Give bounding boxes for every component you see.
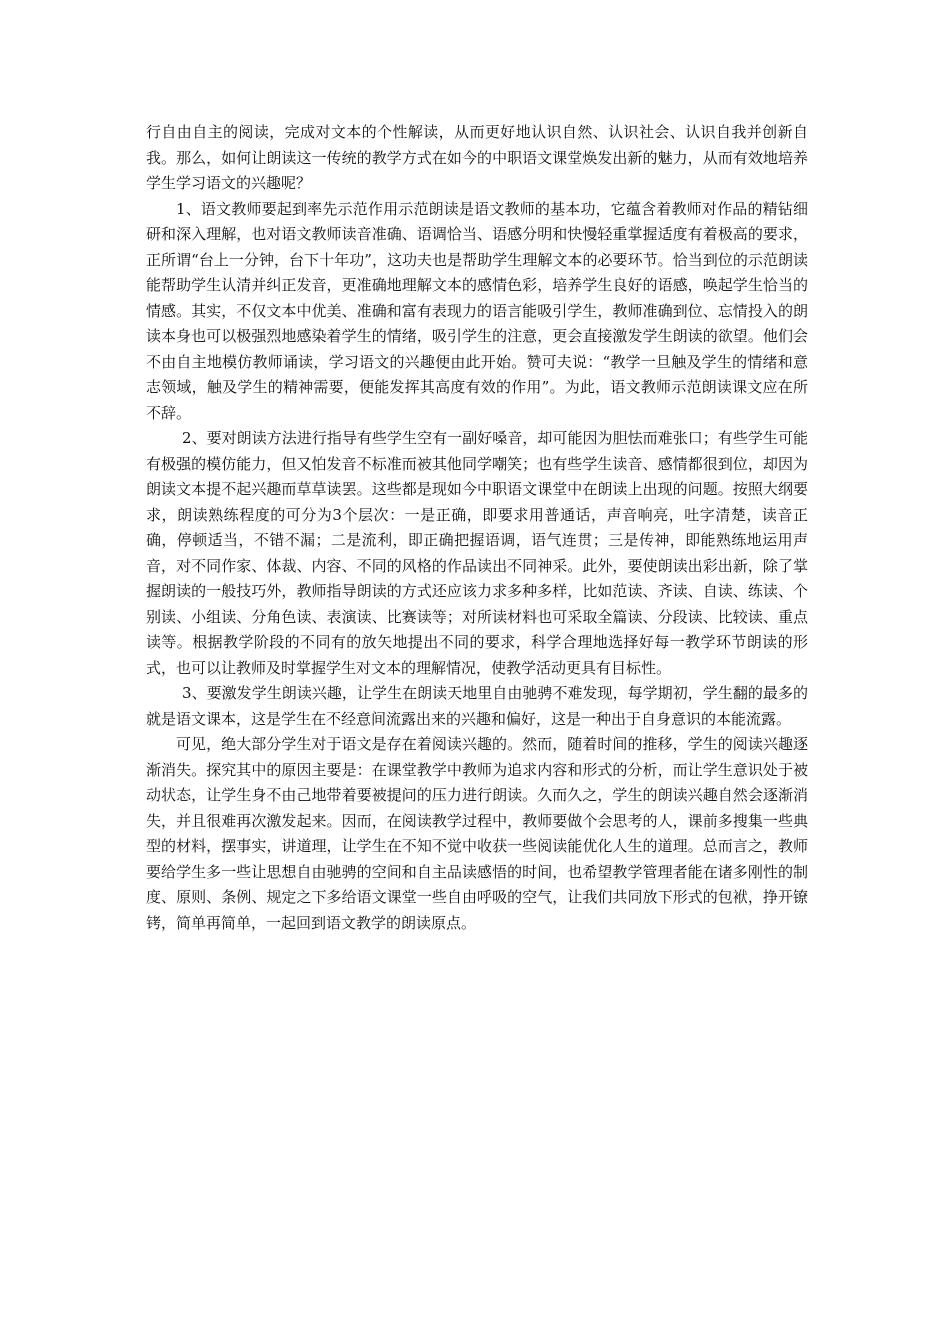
paragraph-conclusion: 可见，绝大部分学生对于语文是存在着阅读兴趣的。然而，随着时间的推移，学生的阅读兴趣逐渐消失。探究其中的原因主要是：在课堂教学中教师为追求内容和形式的分析，而让学生意识处于被动状态，让学生身不由己地带着要被提问的压力进行朗读。久而久之，学生的朗读兴趣自然会逐渐消失，并且很难再次激发起来。因而，在阅读教学过程中，教师要做个会思考的人，课前多搜集一些典型的材料，摆事实，讲道理，让学生在不知不觉中收获一些阅读能优化人生的道理。总而言之，教师要给学生多一些让思想自由驰骋的空间和自主品读感悟的时间，也希望教学管理者能在诸多刚性的制度、原则、条例、规定之下多给语文课堂一些自由呼吸的空气，让我们共同放下形式的包袱，挣开镣铐，简单再简单，一起回到语文教学的朗读原点。 — [146, 735, 808, 932]
paragraph-point-1: 1、语文教师要起到率先示范作用示范朗读是语文教师的基本功，它蕴含着教师对作品的精钻细研和深入理解，也对语文教师读音准确、语调恰当、语感分明和快慢轻重掌握适度有着极高的要求，正所谓“台上一分钟，台下十年功”，这功夫也是帮助学生理解文本的必要环节。恰当到位的示范朗读能帮助学生认清并纠正发音，更准确地理解文本的感情色彩，培养学生良好的语感，唤起学生恰当的情感。其实，不仅文本中优美、准确和富有表现力的语言能吸引学生，教师准确到位、忘情投入的朗读本身也可以极强烈地感染着学生的情绪，吸引学生的注意，更会直接激发学生朗读的欲望。他们会不由自主地模仿教师诵读，学习语文的兴趣便由此开始。赞可夫说：“教学一旦触及学生的情绪和意志领域，触及学生的精神需要，便能发挥其高度有效的作用”。为此，语文教师示范朗读课文应在所不辞。 — [146, 199, 808, 422]
paragraph-point-2: 2、要对朗读方法进行指导有些学生空有一副好嗓音，却可能因为胆怯而难张口；有些学生可能有极强的模仿能力，但又怕发音不标准而被其他同学嘲笑；也有些学生读音、感情都很到位，却因为朗读文本提不起兴趣而草草读罢。这些都是现如今中职语文课堂中在朗读上出现的问题。按照大纲要求，朗读熟练程度的可分为3个层次：一是正确，即要求用普通话，声音响亮，吐字清楚，读音正确，停顿适当，不错不漏；二是流利，即正确把握语调，语气连贯；三是传神，即能熟练地运用声音，对不同作家、体裁、内容、不同的风格的作品读出不同神采。此外，要使朗读出彩出新，除了掌握朗读的一般技巧外，教师指导朗读的方式还应该力求多种多样，比如范读、齐读、自读、练读、个别读、小组读、分角色读、表演读、比赛读等；对所读材料也可采取全篇读、分段读、比较读、重点读等。根据教学阶段的不同有的放矢地提出不同的要求，科学合理地选择好每一教学环节朗读的形式，也可以让教师及时掌握学生对文本的理解情况，使教学活动更具有目标性。 — [146, 429, 808, 677]
paragraph-continuation: 行自由自主的阅读，完成对文本的个性解读，从而更好地认识自然、认识社会、认识自我并创新自我。那么，如何让朗读这一传统的教学方式在如今的中职语文课堂焕发出新的魅力，从而有效地培养学生学习语文的兴趣呢？ — [146, 123, 808, 192]
paragraph-point-3: 3、要激发学生朗读兴趣，让学生在朗读天地里自由驰骋不难发现，每学期初，学生翻的最多的就是语文课本，这是学生在不经意间流露出来的兴趣和偏好，这是一种出于自身意识的本能流露。 — [146, 684, 808, 728]
document-body — [146, 120, 808, 936]
